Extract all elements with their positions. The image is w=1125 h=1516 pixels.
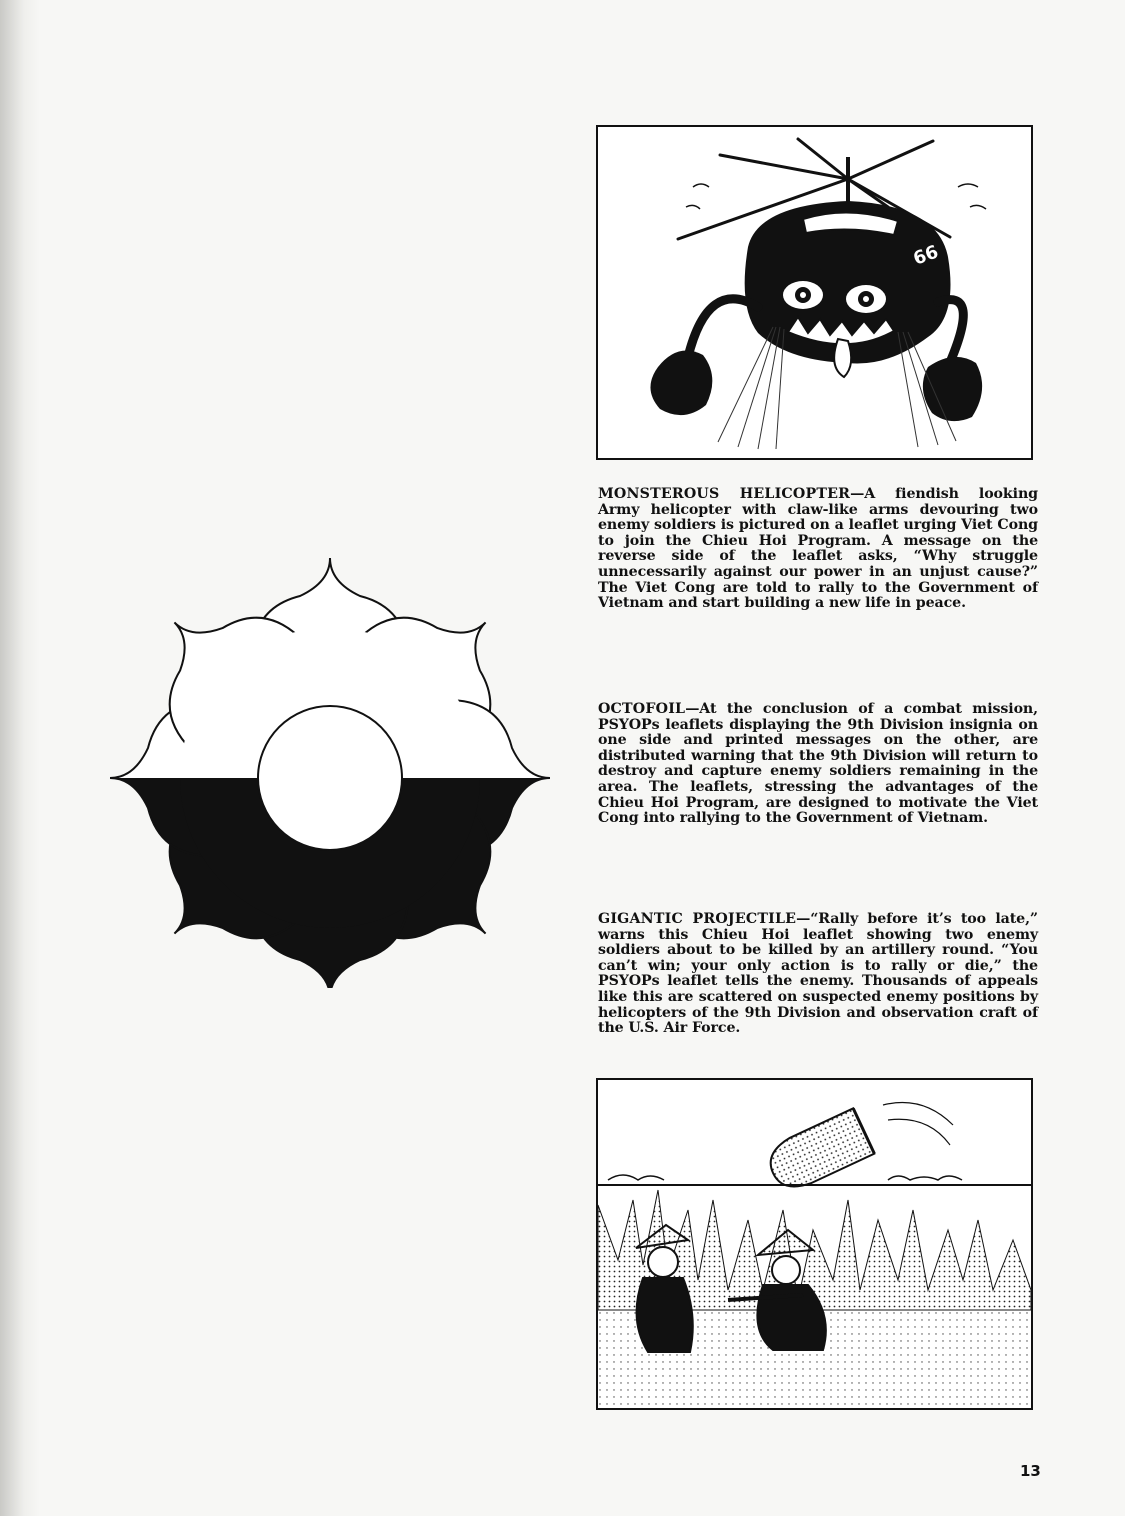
helicopter-cartoon-panel bbox=[596, 125, 1033, 460]
projectile-caption-title: GIGANTIC PROJECTILE bbox=[598, 911, 797, 927]
page-gutter-shadow bbox=[0, 0, 40, 1516]
helicopter-caption-title: MONSTEROUS HELICOPTER bbox=[598, 486, 851, 502]
helicopter-caption-text: —A fiendish looking Army helicopter with claw-like arms devouring two enemy soldiers is pictured on a leaflet urging Viet Cong to join the Chieu Hoi Program. A message on the reverse side of the leaflet asks, “Why struggle unnecessarily against our power in an unjust cause?” The Viet Cong are told to rally to the Government of Vietnam and start building a new life in peace. bbox=[598, 486, 1038, 612]
page-number: 13 bbox=[1020, 1462, 1041, 1480]
helicopter-cartoon-illustration bbox=[598, 127, 1031, 458]
octofoil-caption-text: —At the conclusion of a combat mission, PSYOPs leaflets displaying the 9th Division insignia on one side and printed messages on the other, are distributed warning that the 9th Division will return to destroy and capture enemy soldiers remaining in the area. The leaflets, stressing the advantages of the Chieu Hoi Program, are designed to motivate the Viet Cong into rallying to the Government of Vietnam. bbox=[598, 701, 1038, 827]
projectile-cartoon-panel bbox=[596, 1078, 1033, 1410]
octofoil-caption-title: OCTOFOIL bbox=[598, 701, 686, 717]
octofoil-caption bbox=[598, 702, 1038, 827]
octofoil-insignia-icon bbox=[100, 548, 560, 988]
projectile-caption bbox=[598, 912, 1038, 1037]
helicopter-badge-number: 66 bbox=[910, 241, 942, 270]
projectile-caption-text: —“Rally before it’s too late,” warns this Chieu Hoi leaflet showing two enemy soldiers about to be killed by an artillery round. “You can’t win; your only action is to rally or die,” the PSYOPs leaflet tells the enemy. Thousands of appeals like this are scattered on suspected enemy positions by helicopters of the 9th Division and observation craft of the U.S. Air Force. bbox=[598, 911, 1038, 1037]
helicopter-caption bbox=[598, 487, 1038, 612]
projectile-cartoon-illustration bbox=[598, 1080, 1031, 1408]
